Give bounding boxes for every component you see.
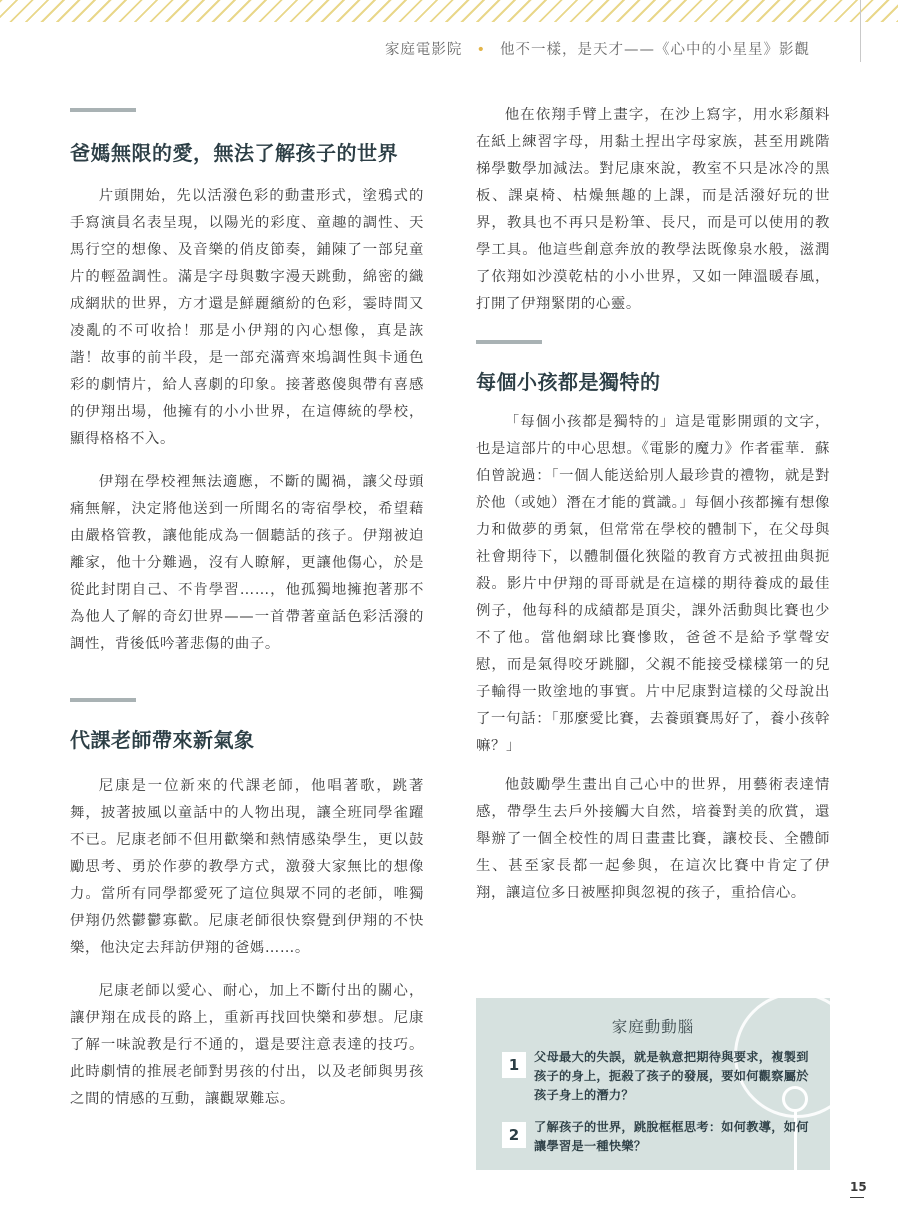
header-section: 家庭電影院	[384, 42, 463, 58]
discussion-box-title: 家庭動動腦	[611, 1018, 695, 1036]
section-heading-1: 爸媽無限的愛，無法了解孩子的世界	[70, 141, 398, 165]
question-number-badge: 1	[502, 1052, 526, 1078]
right-column	[476, 102, 830, 907]
section-heading-3: 每個小孩都是獨特的	[476, 370, 661, 394]
header-divider	[860, 0, 861, 62]
paragraph: 他在依翔手臂上畫字，在沙上寫字，用水彩顏料在紙上練習字母，用黏土捏出字母家族，甚至用跳階梯學數學加減法。對尼康來說，教室不只是冰冷的黑板、課桌椅、枯燥無趣的上課，而是活潑好玩的世界，教具也不再只是粉筆、長尺，而是可以使用的教學工具。他這些創意奔放的教學法既像泉水般，滋潤了依翔如沙漠乾枯的小小世界，又如一陣溫暖春風，打開了伊翔緊閉的心靈。	[476, 107, 830, 312]
running-header	[385, 38, 810, 59]
page-number-underline	[850, 1197, 864, 1198]
section-bar	[70, 108, 136, 112]
paragraph: 「每個小孩都是獨特的」這是電影開頭的文字，也是這部片的中心思想。《電影的魔力》作者霍華．蘇伯曾說過：「一個人能送給別人最珍貴的禮物，就是對於他（或她）潛在才能的賞識。」每個小孩都擁有想像力和做夢的勇氣，但常常在學校的體制下，在父母與社會期待下，以體制僵化狹隘的教育方式被扭曲與扼殺。影片中伊翔的哥哥就是在這樣的期待養成的最佳例子，他每科的成績都是頂尖，課外活動與比賽也少不了他。當他網球比賽慘敗，爸爸不是給予掌聲安慰，而是氣得咬牙跳腳，父親不能接受樣樣第一的兒子輸得一敗塗地的事實。片中尼康對這樣的父母說出了一句話：「那麼愛比賽，去養頭賽馬好了，養小孩幹嘛？」	[476, 414, 830, 754]
question-text: 父母最大的失誤，就是執意把期待與要求，複製到孩子的身上，扼殺了孩子的發展，要如何觀察屬於孩子身上的潛力？	[534, 1050, 809, 1102]
section-bar	[476, 340, 542, 344]
paragraph: 片頭開始，先以活潑色彩的動畫形式，塗鴉式的手寫演員名表呈現，以陽光的彩度、童趣的調性、天馬行空的想像、及音樂的俏皮節奏，鋪陳了一部兒童片的輕盈調性。滿是字母與數字漫天跳動，綿密的織成網狀的世界，方才還是鮮麗繽紛的色彩，霎時間又凌亂的不可收拾！那是小伊翔的內心想像，真是詼諧！故事的前半段，是一部充滿齊來塢調性與卡通色彩的劇情片，給人喜劇的印象。接著憨傻與帶有喜感的伊翔出場，他擁有的小小世界，在這傳統的學校，顯得格格不入。	[70, 188, 424, 447]
paragraph: 伊翔在學校裡無法適應，不斷的闖禍，讓父母頭痛無解，決定將他送到一所聞名的寄宿學校，希望藉由嚴格管教，讓他能成為一個聽話的孩子。伊翔被迫離家，他十分難過，沒有人瞭解，更讓他傷心，於是從此封閉自己、不肯學習……，他孤獨地擁抱著那不為他人了解的奇幻世界——一首帶著童話色彩活潑的調性，背後低吟著悲傷的曲子。	[70, 474, 424, 652]
header-stripe-decoration	[0, 0, 898, 22]
question-text: 了解孩子的世界，跳脫框框思考：如何教導，如何讓學習是一種快樂？	[534, 1120, 809, 1153]
left-column	[70, 102, 424, 1113]
section-bar	[70, 698, 136, 702]
section-heading-2: 代課老師帶來新氣象	[70, 728, 255, 752]
paragraph: 他鼓勵學生畫出自己心中的世界，用藝術表達情感，帶學生去戶外接觸大自然，培養對美的欣賞，還舉辦了一個全校性的周日畫畫比賽，讓校長、全體師生、甚至家長都一起參與，在這次比賽中肯定了伊翔，讓這位多日被壓抑與忽視的孩子，重拾信心。	[476, 777, 830, 901]
question-number-badge: 2	[502, 1122, 526, 1148]
paragraph: 尼康老師以愛心、耐心，加上不斷付出的關心，讓伊翔在成長的路上，重新再找回快樂和夢想。尼康了解一味說教是行不通的，還是要注意表達的技巧。此時劇情的推展老師對男孩的付出，以及老師與男孩之間的情感的互動，讓觀眾難忘。	[70, 983, 424, 1107]
page-number: 15	[850, 1180, 867, 1194]
paragraph: 尼康是一位新來的代課老師，他唱著歌，跳著舞，披著披風以童話中的人物出現，讓全班同學雀躍不已。尼康老師不但用歡樂和熱情感染學生，更以鼓勵思考、勇於作夢的教學方式，激發大家無比的想像力。當所有同學都愛死了這位與眾不同的老師，唯獨伊翔仍然鬱鬱寡歡。尼康老師很快察覺到伊翔的不快樂，他決定去拜訪伊翔的爸媽……。	[70, 778, 424, 956]
header-title: 他不一樣，是天才——《心中的小星星》影觀	[500, 42, 810, 58]
discussion-box	[476, 998, 830, 1170]
header-separator: •	[476, 42, 486, 58]
